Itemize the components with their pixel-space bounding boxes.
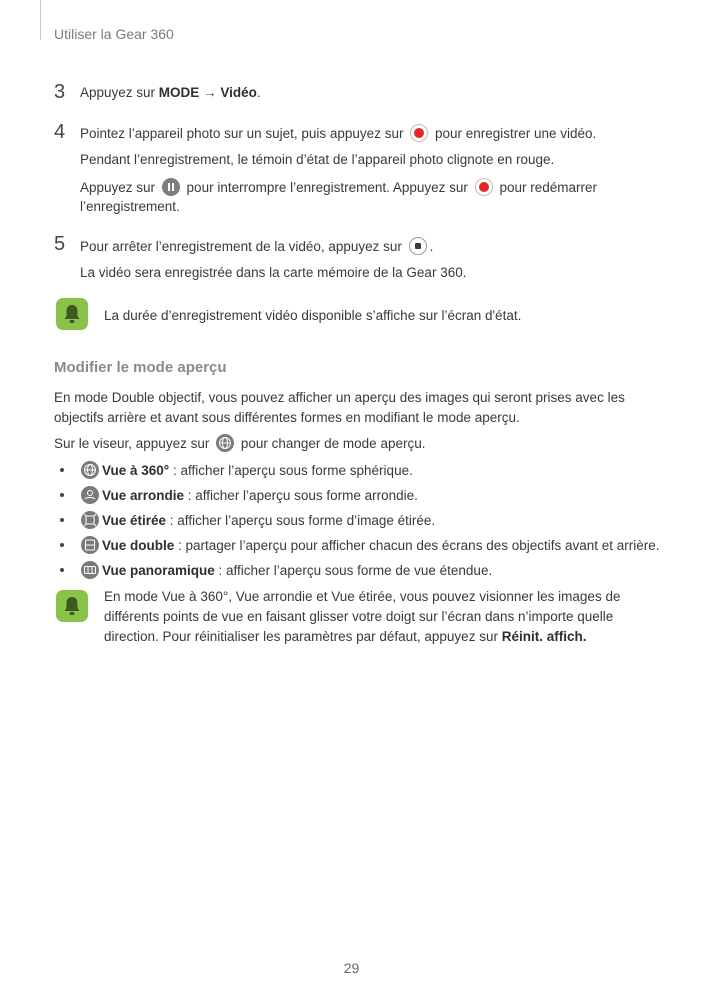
dual-view-icon: [81, 536, 99, 554]
section-paragraph-1a: En mode Double objectif, vous pouvez afficher un aperçu des images qui seront prises avec les: [54, 390, 625, 405]
list-item: Vue à 360° : afficher l’aperçu sous forme sphérique.: [78, 461, 413, 480]
bullet: [60, 518, 64, 522]
step-4-line-3: Appuyez sur pour interrompre l’enregistrement. Appuyez sur pour redémarrer: [80, 180, 597, 195]
bullet: [60, 493, 64, 497]
note-2-line-3: direction. Pour réinitialiser les paramètres par défaut, appuyez sur Réinit. affich.: [104, 629, 587, 644]
list-item: Vue étirée : afficher l’aperçu sous forme d’image étirée.: [78, 511, 435, 530]
note-1-text: La durée d’enregistrement vidéo disponible s’affiche sur l’écran d'état.: [104, 308, 522, 323]
list-item: Vue arrondie : afficher l’aperçu sous forme arrondie.: [78, 486, 418, 505]
globe-icon: [81, 461, 99, 479]
list-item: Vue panoramique : afficher l’aperçu sous forme de vue étendue.: [78, 561, 492, 580]
bullet: [60, 568, 64, 572]
page-header: Utiliser la Gear 360: [54, 26, 174, 42]
list-item: Vue double : partager l’aperçu pour afficher chacun des écrans des objectifs avant et arrière.: [78, 536, 660, 555]
record-icon: [475, 178, 493, 196]
round-view-icon: [81, 486, 99, 504]
section-title: Modifier le mode aperçu: [54, 359, 227, 376]
note-bell-icon: [56, 590, 88, 622]
section-paragraph-1b: objectifs arrière et avant sous différentes formes en modifiant le mode aperçu.: [54, 410, 520, 425]
step-4-line-2: Pendant l’enregistrement, le témoin d’état de l’appareil photo clignote en rouge.: [80, 152, 555, 167]
section-paragraph-2: Sur le viseur, appuyez sur pour changer de mode aperçu.: [54, 436, 426, 451]
step-3-text: Appuyez sur MODE → Vidéo.: [80, 85, 261, 100]
header-rule: [40, 0, 41, 40]
step-number-3: 3: [54, 81, 66, 103]
record-icon: [410, 124, 428, 142]
note-bell-icon: [56, 298, 88, 330]
page-number: 29: [343, 960, 360, 976]
bullet: [60, 468, 64, 472]
step-5-line-2: La vidéo sera enregistrée dans la carte mémoire de la Gear 360.: [80, 265, 467, 280]
step-4-line-4: l’enregistrement.: [80, 199, 180, 214]
preview-mode-icon: [216, 434, 234, 452]
stop-icon: [409, 237, 427, 255]
pause-icon: [162, 178, 180, 196]
step-number-4: 4: [54, 121, 66, 143]
step-4-line-1: Pointez l’appareil photo sur un sujet, puis appuyez sur pour enregistrer une vidéo.: [80, 126, 597, 141]
stretched-view-icon: [81, 511, 99, 529]
step-5-line-1: Pour arrêter l’enregistrement de la vidéo, appuyez sur .: [80, 239, 434, 254]
note-2-line-2: différents points de vue en faisant glisser votre doigt sur l’écran dans n’importe quelle: [104, 609, 614, 624]
step-number-5: 5: [54, 233, 66, 255]
panorama-view-icon: [81, 561, 99, 579]
bullet: [60, 543, 64, 547]
note-2-line-1: En mode Vue à 360°, Vue arrondie et Vue étirée, vous pouvez visionner les images de: [104, 589, 621, 604]
